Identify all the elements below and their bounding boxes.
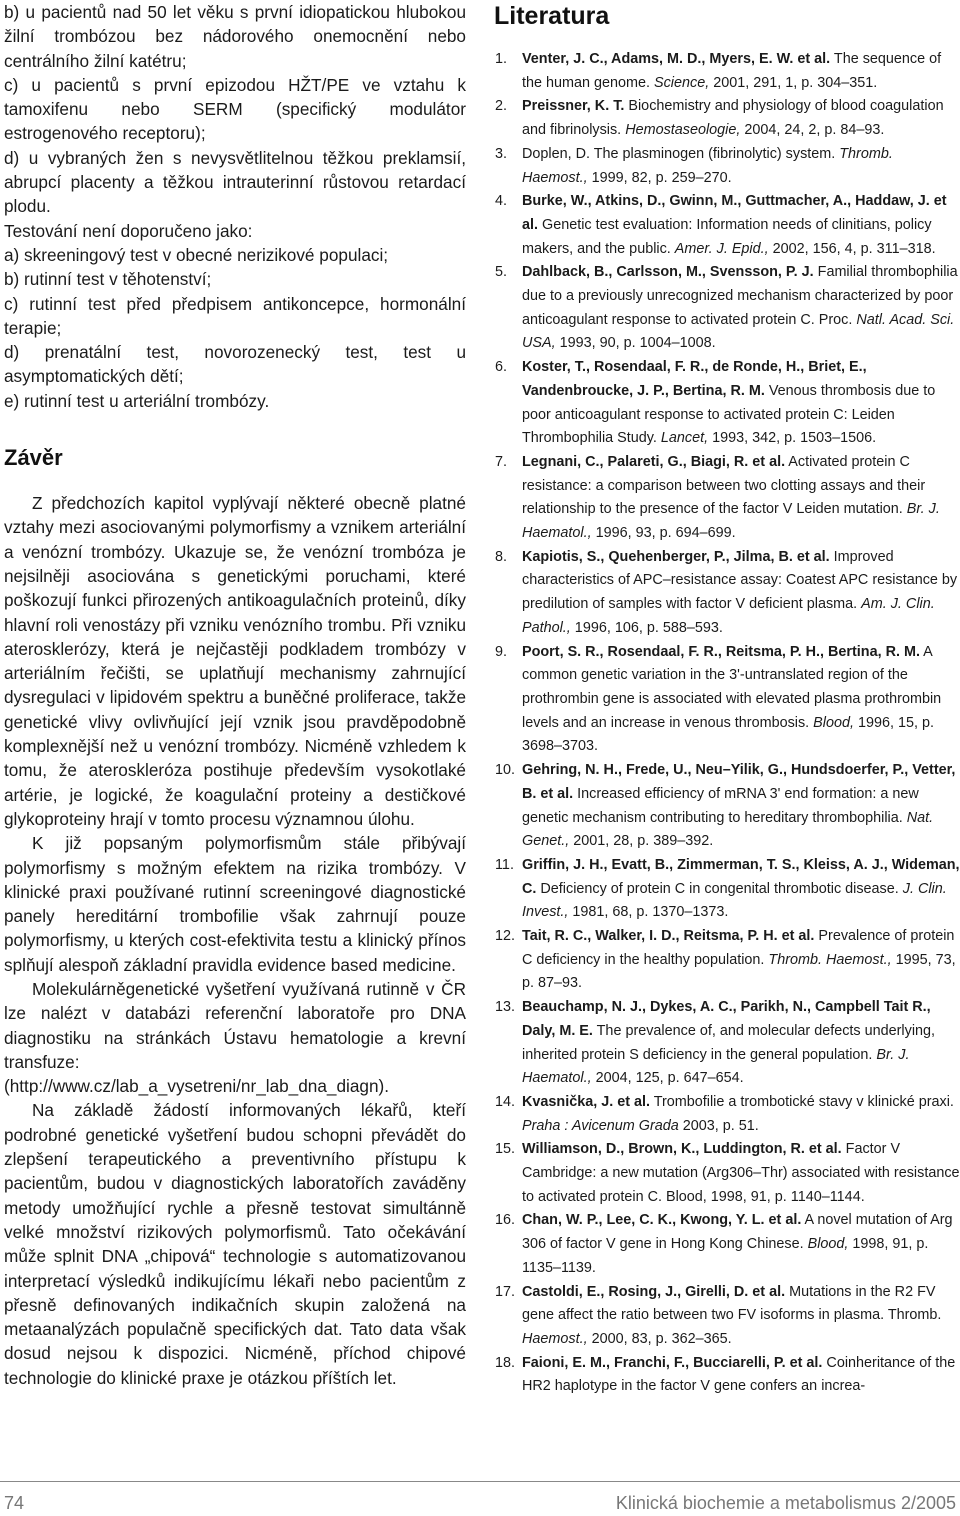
reference-number: 6.	[495, 359, 508, 376]
reference-item	[494, 451, 960, 546]
reference-title: The sequence of the human genome.	[522, 51, 942, 91]
reference-details: 2001, 291, 1, p. 304–351.	[709, 74, 878, 91]
reference-number: 1.	[495, 51, 508, 67]
reference-item	[494, 1281, 960, 1352]
reference-title: Mutations in the R2 FV gene affect the ratio between two FV isoforms in plasma. Thromb.	[522, 1283, 942, 1324]
reference-number: 13.	[495, 999, 516, 1016]
reference-journal: Hemostaseologie,	[625, 122, 741, 139]
reference-title: Activated protein C resistance: a comparison between two clotting assays and their relationship to the presence of the factor V Leiden mutation.	[522, 453, 926, 518]
reference-title: The prevalence of, and molecular defects underlying, inherited protein S deficiency in the general population.	[522, 1022, 936, 1063]
not-recommended-item-b: b) rutinní test v těhotenství;	[4, 269, 212, 290]
reference-title: Venous thrombosis due to poor anticoagulant response to activated protein C: Leiden Thrombophilia Study.	[522, 382, 936, 447]
reference-number: 9.	[495, 643, 508, 660]
reference-details: 1995, 73, p. 87–93.	[522, 951, 956, 992]
reference-item	[494, 190, 960, 261]
reference-number: 15.	[495, 1141, 516, 1158]
reference-details: 2003, p. 51.	[678, 1117, 759, 1134]
reference-title: Increased efficiency of mRNA 3' end formation: a new genetic mechanism contributing to hereditary thrombophilia.	[522, 785, 919, 826]
right-column	[494, 0, 960, 1399]
reference-details: 1996, 106, p. 588–593.	[570, 619, 723, 636]
reference-number: 12.	[495, 928, 516, 945]
reference-authors: Gehring, N. H., Frede, U., Neu–Yilik, G., Hundsdoerfer, P., Vetter, B. et al.	[522, 762, 956, 802]
reference-details: 1996, 15, p. 3698–3703.	[522, 714, 934, 755]
reference-journal: Blood,	[807, 1236, 849, 1253]
reference-item	[494, 1352, 960, 1399]
reference-journal: Thromb. Haemost.,	[522, 145, 893, 186]
reference-item	[494, 546, 960, 641]
reference-item	[494, 1209, 960, 1280]
reference-item	[494, 143, 960, 190]
reference-title: A novel mutation of Arg 306 of factor V gene in Hong Kong Chinese.	[522, 1212, 953, 1253]
reference-item	[494, 261, 960, 356]
reference-authors: Kvasnička, J. et al.	[522, 1093, 650, 1110]
reference-number: 11.	[495, 856, 514, 873]
not-recommended-item-e: e) rutinní test u arteriální trombózy.	[4, 390, 270, 411]
reference-number: 14.	[495, 1093, 516, 1110]
reference-title: Trombofilie a trombotické stavy v klinické praxi.	[650, 1093, 954, 1110]
reference-journal: Praha : Avicenum Grada	[522, 1117, 679, 1134]
reference-number: 17.	[495, 1283, 516, 1300]
reference-title: Factor V Cambridge: a new mutation (Arg306–Thr) associated with resistance to activated protein C. Blood, 1998, 91, p. 1140–1144.	[522, 1141, 960, 1205]
reference-number: 2.	[495, 98, 508, 115]
reference-authors: Kapiotis, S., Quehenberger, P., Jilma, B. et al.	[522, 548, 830, 565]
reference-number: 18.	[495, 1354, 516, 1371]
left-column	[4, 0, 466, 1390]
reference-title: Deficiency of protein C in congenital thrombotic disease.	[536, 880, 903, 897]
reference-number: 4.	[495, 193, 508, 210]
reference-authors: Poort, S. R., Rosendaal, F. R., Reitsma, P. H., Bertina, R. M.	[522, 643, 920, 660]
reference-title: Genetic test evaluation: Information needs of clinitians, policy makers, and the public.	[522, 216, 932, 257]
not-recommended-item-d: d) prenatální test, novorozenecký test, test u asymptomatických dětí;	[4, 342, 466, 387]
conclusion-paragraph-4: Na základě žádostí informovaných lékařů, kteří podrobné genetické vyšetření budou schopni převádět do zlepšení terapeutického a preventivního přístupu k pacientům, budou v diagnostických laboratořích zaváděny metody umožňující rychle a přesně testovat simultánně velké množství rizikových polymorfismů. Tato očekávání může splnit DNA „chipová“ technologie s automatizovanou interpretací výsledků indikujícímu lékaři nebo pacientům z přesně definovaných indikačních skupin založená na metaanalýzách populačně specifických dat. Tato data však dosud nejsou k dispozici. Nicméně, příchod chipové technologie do klinické praxe je otázkou příštích let.	[4, 1100, 466, 1388]
references-heading: Literatura	[494, 2, 610, 30]
indication-item-b: b) u pacientů nad 50 let věku s první idiopatickou hlubokou žilní trombózou bez nádorového onemocnění nebo centrálního žilní katétru;	[4, 2, 466, 71]
page-number: 74	[4, 1493, 25, 1513]
reference-journal: Lancet,	[660, 430, 709, 447]
journal-name: Klinická biochemie a metabolismus 2/2005	[615, 1493, 956, 1513]
conclusion-paragraph-2: K již popsaným polymorfismům stále přibývají polymorfismy s možným efektem na rizika trombózy. V klinické praxi používané rutinní screeningové diagnostické panely hereditární trombofilie však zahrnují pouze polymorfismy, u kterých cost-efektivita testu a klinický přínos splňují alespoň základní pravidla evidence based medicine.	[4, 833, 466, 975]
reference-authors: Chan, W. P., Lee, C. K., Kwong, Y. L. et al.	[522, 1212, 802, 1229]
reference-details: 2004, 125, p. 647–654.	[591, 1070, 744, 1087]
conclusion-paragraph-1: Z předchozích kapitol vyplývají některé obecně platné vztahy mezi asociovanými polymorfismy a vznikem arteriální a venózní trombózy. Ukazuje se, že venózní trombóza je nejsilněji asociována s genetickými poruchami, které poškozují funkci přirozených antikoagulačních proteinů, díky hlavní roli venostázy při vzniku venózního trombu. Při vzniku aterosklerózy, která je nejčastěji podkladem trombózy v arteriálním řečišti, se uplatňují mechanismy zahrnující dysregulaci v lipidovém spektru a buněčné proliferace, takže genetické vlivy ovlivňující její vznik jsou pravděpodobně komplexnější než u venózní trombózy. Nicméně vzhledem k tomu, že ateroskleróza postihuje především vysokotlaké artérie, je logické, že koagulační proteiny a destičkové glykoproteiny hrají v tomto procesu významnou úlohu.	[4, 493, 466, 829]
reference-list	[494, 48, 960, 1399]
not-recommended-item-c: c) rutinní test před předpisem antikoncepce, hormonální terapie;	[4, 293, 466, 338]
reference-authors: Beauchamp, N. J., Dykes, A. C., Parikh, N., Campbell Tait R., Daly, M. E.	[522, 999, 931, 1039]
indication-item-c: c) u pacientů s první epizodou HŽT/PE ve vztahu k tamoxifenu nebo SERM (specifický modulátor estrogenového receptoru);	[4, 74, 466, 144]
reference-title: Prevalence of protein C deficiency in the healthy population.	[522, 928, 955, 968]
reference-details: 2001, 28, p. 389–392.	[569, 833, 714, 850]
reference-number: 16.	[495, 1212, 516, 1229]
reference-details: 2002, 156, 4, p. 311–318.	[768, 240, 936, 257]
reference-authors: Preissner, K. T.	[522, 98, 625, 115]
indication-item-d: d) u vybraných žen s nevysvětlitelnou těžkou preklamsií, abrupcí placenty a těžkou intrauterinní růstovou retardací plodu.	[4, 147, 466, 217]
reference-journal: Science,	[654, 74, 710, 91]
reference-item	[494, 1091, 960, 1138]
reference-authors: Griffin, J. H., Evatt, B., Zimmerman, T. S., Kleiss, A. J., Wideman, C.	[522, 856, 960, 897]
reference-title: A common genetic variation in the 3'-untranslated region of the prothrombin gene is associated with elevated plasma prothrombin levels and an increase in venous thrombosis.	[522, 643, 942, 731]
reference-authors: Dahlback, B., Carlsson, M., Svensson, P. J.	[522, 264, 814, 281]
reference-authors: Legnani, C., Palareti, G., Biagi, R. et al.	[522, 453, 786, 470]
reference-details: 2000, 83, p. 362–365.	[587, 1330, 732, 1347]
reference-title: Familial thrombophilia due to a previously unrecognized mechanism characterized by poor anticoagulant response to activated protein C. Proc.	[522, 264, 958, 328]
reference-title: Doplen, D. The plasminogen (fibrinolytic) system.	[522, 145, 840, 162]
reference-authors: Faioni, E. M., Franchi, F., Bucciarelli, P. et al.	[522, 1354, 823, 1371]
reference-journal: Br. J. Haematol.,	[522, 501, 940, 542]
reference-item	[494, 641, 960, 760]
reference-details: 1993, 90, p. 1004–1008.	[555, 335, 716, 352]
reference-item	[494, 1138, 960, 1209]
reference-number: 8.	[495, 548, 508, 565]
reference-journal: Thromb. Haemost.,	[768, 951, 892, 968]
reference-details: 1993, 342, p. 1503–1506.	[708, 430, 877, 447]
reference-authors: Tait, R. C., Walker, I. D., Reitsma, P. H. et al.	[522, 928, 815, 945]
reference-details: 1981, 68, p. 1370–1373.	[568, 904, 729, 921]
reference-item	[494, 48, 960, 95]
reference-journal: Blood,	[813, 714, 854, 731]
conclusion-heading: Závěr	[4, 445, 63, 471]
not-recommended-item-a: a) skreeningový test v obecné nerizikové populaci;	[4, 244, 389, 265]
reference-authors: Venter, J. C., Adams, M. D., Myers, E. W. et al.	[522, 51, 831, 67]
reference-authors: Koster, T., Rosendaal, F. R., de Ronde, H., Briet, E., Vandenbroucke, J. P., Bertina, R. M.	[522, 359, 867, 399]
reference-details: 2004, 24, 2, p. 84–93.	[740, 122, 885, 139]
reference-title: Biochemistry and physiology of blood coagulation and fibrinolysis.	[522, 98, 944, 139]
reference-number: 5.	[495, 264, 508, 281]
reference-item	[494, 759, 960, 854]
not-recommended-heading: Testování není doporučeno jako:	[4, 220, 253, 241]
reference-number: 3.	[495, 145, 508, 162]
reference-journal: Nat. Genet.,	[522, 809, 934, 850]
reference-title: Improved characteristics of APC–resistance assay: Coatest APC resistance by predilution of samples with factor V deficient plasma.	[522, 548, 958, 613]
reference-number: 10.	[495, 762, 516, 779]
reference-item	[494, 854, 960, 925]
reference-title: Coinheritance of the HR2 haplotype in the factor V gene confers an increa-	[522, 1354, 956, 1395]
reference-authors: Burke, W., Atkins, D., Gwinn, M., Guttmacher, A., Haddaw, J. et al.	[522, 193, 947, 233]
reference-item	[494, 95, 960, 142]
reference-journal: Natl. Acad. Sci. USA,	[522, 311, 955, 352]
reference-lab-url: (http://www.cz/lab_a_vysetreni/nr_lab_dna_diagn).	[4, 1076, 390, 1097]
reference-details: 1996, 93, p. 694–699.	[591, 525, 736, 542]
reference-authors: Castoldi, E., Rosing, J., Girelli, D. et al.	[522, 1283, 786, 1300]
reference-details: 1998, 91, p. 1135–1139.	[522, 1236, 929, 1276]
conclusion-paragraph-3: Molekulárněgenetické vyšetření využívaná rutinně v ČR lze nalézt v databázi referenční laboratoře pro DNA diagnostiku na stránkách Ústavu hematologie a krevní transfuze:	[4, 978, 466, 1072]
reference-authors: Williamson, D., Brown, K., Luddington, R. et al.	[522, 1141, 842, 1158]
reference-item	[494, 925, 960, 996]
reference-item	[494, 356, 960, 451]
reference-journal: Amer. J. Epid.,	[674, 240, 769, 257]
reference-details: 1999, 82, p. 259–270.	[587, 169, 732, 186]
reference-journal: Am. J. Clin. Pathol.,	[522, 596, 935, 636]
footer-divider	[0, 1481, 960, 1482]
reference-number: 7.	[495, 453, 508, 470]
reference-journal: Br. J. Haematol.,	[522, 1046, 910, 1087]
reference-journal: J. Clin. Invest.,	[522, 880, 947, 921]
reference-item	[494, 996, 960, 1091]
reference-journal: Haemost.,	[522, 1330, 588, 1347]
